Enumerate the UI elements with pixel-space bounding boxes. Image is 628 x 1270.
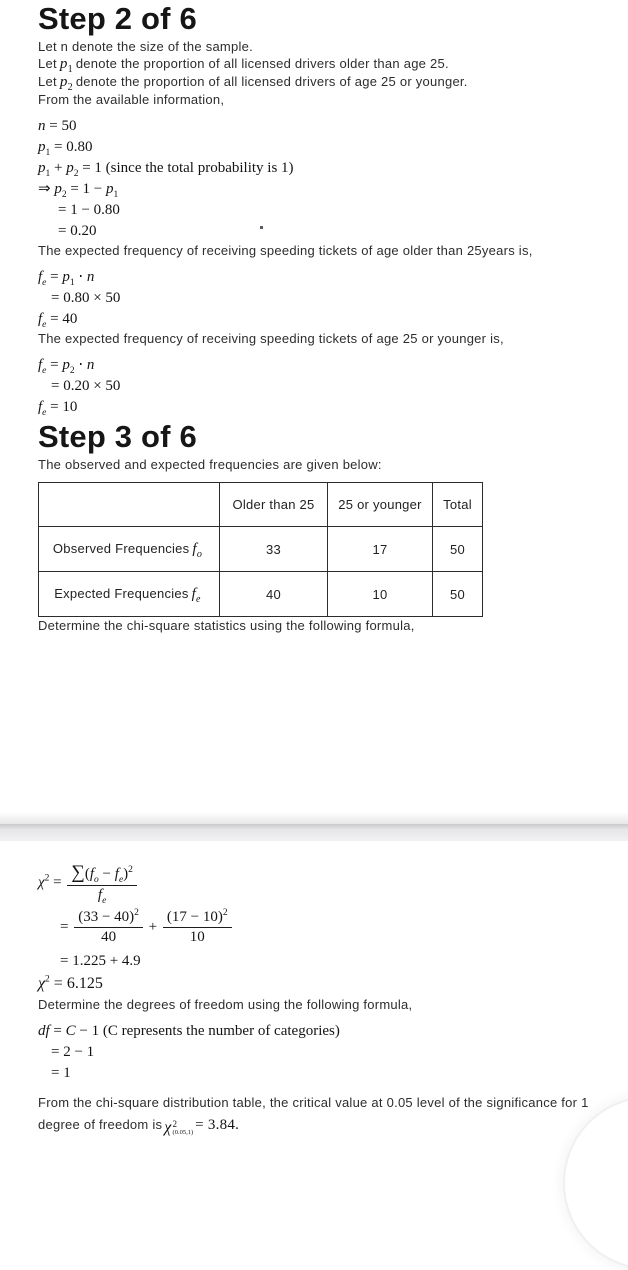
expected-older-intro: The expected frequency of receiving speeding tickets of age older than 25years is,	[38, 243, 533, 258]
p2-symbol: $p_2$	[59, 74, 73, 93]
df-derivation	[38, 1021, 598, 1084]
sample-size-line: Let n denote the size of the sample.	[38, 39, 253, 54]
table-header-younger: 25 or younger	[328, 483, 433, 527]
math-line: = 1.225 + 4.9	[60, 953, 141, 969]
table-header-row	[39, 483, 483, 527]
table-cell: 50	[433, 572, 483, 617]
expected-younger-derivation	[38, 355, 598, 418]
table-header-older: Older than 25	[220, 483, 328, 527]
probability-derivation	[38, 116, 598, 242]
table-header-blank	[39, 483, 220, 527]
frequencies-intro: The observed and expected frequencies are given below:	[38, 457, 382, 472]
table-cell: 10	[328, 572, 433, 617]
chi-square-formula-intro: Determine the chi-square statistics using the following formula,	[38, 618, 415, 633]
step-2-card	[0, 0, 628, 634]
fo-symbol: $f_o$	[192, 540, 203, 560]
math-line: $p_1 = 0.80$	[38, 139, 93, 158]
critical-value-line-2: degree of freedom is χ 2 (0.05,1) = 3.84.	[38, 1114, 598, 1139]
stray-pixel-artifact	[260, 226, 263, 229]
card-shadow	[0, 812, 628, 824]
table-row	[39, 527, 483, 572]
math-line: $f_e = 10$	[38, 399, 78, 418]
math-line: = 0.20 × 50	[51, 378, 121, 394]
math-line: ⇒ $p_2 = 1 - p_1$	[38, 181, 119, 200]
math-line: = $\frac{(33 - 40)^2}{40}$ + $\frac{(17 - 10)^2}{10}$	[38, 909, 598, 946]
step-3-title: Step 3 of 6	[38, 419, 197, 454]
table-row	[39, 572, 483, 617]
df-formula-intro: Determine the degrees of freedom using the following formula,	[38, 997, 413, 1012]
math-line: df = C − 1 (C represents the number of categories)	[38, 1023, 340, 1039]
math-line: = 1 − 0.80	[58, 202, 120, 218]
math-line: n = 50	[38, 118, 77, 134]
expected-row-label: Expected Frequencies $f_e$	[39, 572, 220, 617]
fe-symbol: $f_e$	[191, 585, 201, 605]
expected-younger-intro: The expected frequency of receiving speeding tickets of age 25 or younger is,	[38, 331, 504, 346]
available-info-line: From the available information,	[38, 92, 225, 107]
chi-square-derivation	[38, 862, 598, 996]
p1-symbol: $p_1$	[59, 56, 73, 75]
section-divider	[0, 824, 628, 841]
math-line: $\chi^2$ = $\frac{\sum(f_o - f_e)^2}{f_e}$	[38, 862, 598, 904]
frequencies-table	[38, 482, 483, 617]
step-2-title: Step 2 of 6	[38, 1, 197, 36]
table-cell: 50	[433, 527, 483, 572]
p2-definition-line: Let $p_2$ denote the proportion of all licensed drivers of age 25 or younger.	[38, 74, 468, 93]
table-cell: 33	[220, 527, 328, 572]
math-line: $f_e = p_1 \cdot n$	[38, 269, 95, 288]
chi-critical-symbol: χ 2 (0.05,1)	[164, 1118, 194, 1136]
table-cell: 40	[220, 572, 328, 617]
observed-row-label: Observed Frequencies $f_o$	[39, 527, 220, 572]
math-line: = 0.80 × 50	[51, 290, 121, 306]
table-cell: 17	[328, 527, 433, 572]
math-line: = 2 − 1	[51, 1044, 95, 1060]
table-header-total: Total	[433, 483, 483, 527]
math-line: $\chi^2 = 6.125$	[38, 974, 103, 992]
math-line: $f_e = 40$	[38, 311, 78, 330]
critical-value-line-1: From the chi-square distribution table, the critical value at 0.05 level of the significance for 1	[38, 1095, 589, 1110]
math-line: = 0.20	[58, 223, 97, 239]
math-line: $p_1 + p_2 = 1$ (since the total probability is 1)	[38, 160, 294, 179]
math-line: = 1	[51, 1065, 71, 1081]
p1-definition-line: Let $p_1$ denote the proportion of all licensed drivers older than age 25.	[38, 56, 449, 75]
chi-square-card	[0, 852, 628, 1139]
math-line: $f_e = p_2 \cdot n$	[38, 357, 95, 376]
expected-older-derivation	[38, 267, 598, 330]
